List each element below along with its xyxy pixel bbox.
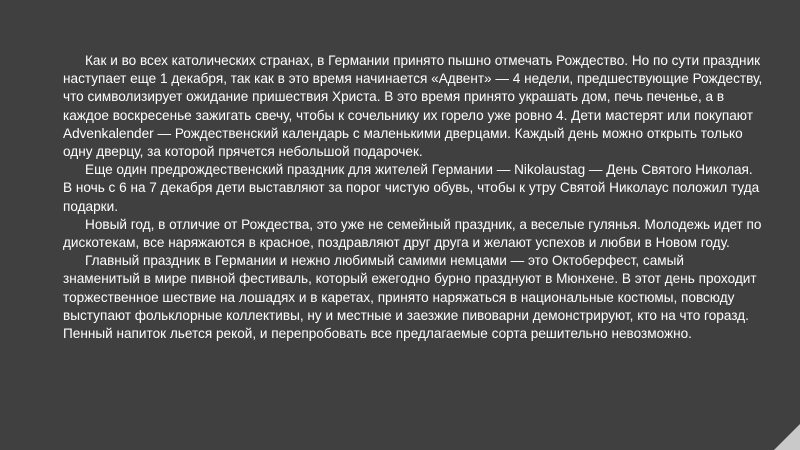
body-text-box	[63, 52, 763, 343]
paragraph-oktoberfest: Главный праздник в Германии и нежно любимый самими немцами — это Октоберфест, самый знаменитый в мире пивной фестиваль, который ежегодно бурно празднуют в Мюнхене. В этот день проходит торжественное шествие на лошадях и в каретах, принято наряжаться в национальные костюмы, повсюду выступают фольклорные коллективы, ну и местные и заезжие пивоварни демонстрируют, кто на что горазд. Пенный напиток льется рекой, и перепробовать все предлагаемые сорта решительно невозможно.	[63, 253, 757, 342]
paragraph-new-year: Новый год, в отличие от Рождества, это уже не семейный праздник, а веселые гулянья. Молодежь идет по дискотекам, все наряжаются в красное, поздравляют друг друга и желают успехов и любви в Новом году.	[63, 216, 762, 251]
paragraph-nikolaustag: Еще один предрождественский праздник для жителей Германии — Nikolaustag — День Святого Николая. В ночь с 6 на 7 декабря дети выставляют за порог чистую обувь, чтобы к утру Святой Николаус положил туда подарки.	[63, 162, 760, 214]
page-curl-corner	[774, 424, 800, 450]
paragraph-advent: Как и во всех католических странах, в Германии принято пышно отмечать Рождество. Но по сути праздник наступает еще 1 декабря, так как в это время начинается «Адвент» — 4 недели, предшествующие Рождеству, что символизирует ожидание пришествия Христа. В это время принято украшать дом, печь печенье, а в каждое воскресенье зажигать свечу, чтобы к сочельнику их горело уже ровно 4. Дети мастерят или покупают Advenkalender — Рождественский календарь с маленькими дверцами. Каждый день можно открыть только одну дверцу, за которой прячется небольшой подарочек.	[63, 53, 763, 160]
